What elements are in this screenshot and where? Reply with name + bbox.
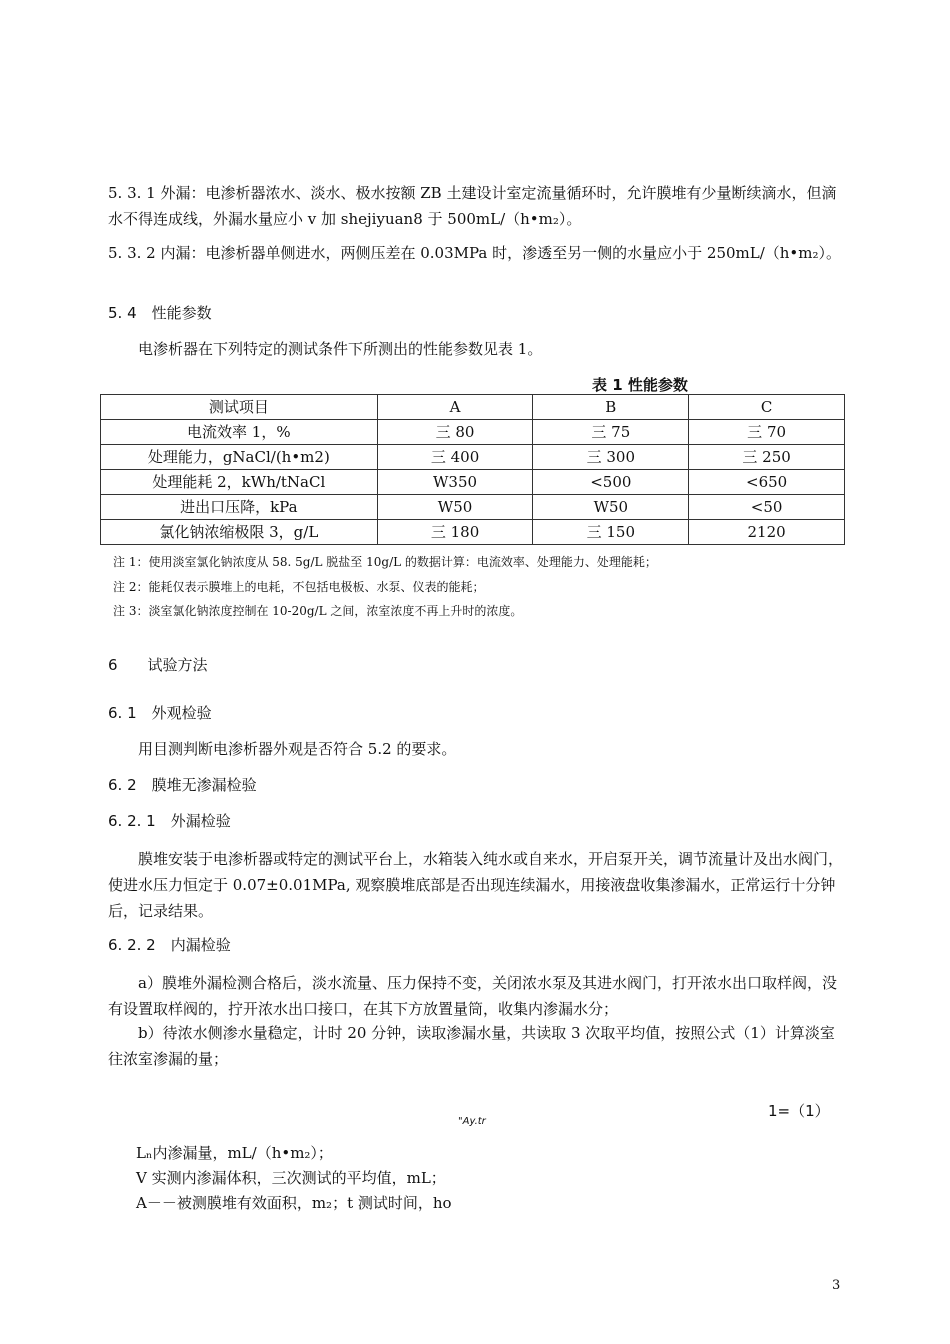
formula-expression: "Ay.tr [458, 1116, 486, 1127]
table-cell: 2120 [689, 520, 845, 545]
table-cell: <500 [533, 470, 689, 495]
section-6-2-2-title: 6. 2. 2 内漏检验 [108, 936, 231, 954]
formula-number: 1=（1） [768, 1102, 830, 1120]
table-note-3: 注 3：淡室氯化钠浓度控制在 10-20g/L 之间，浓室浓度不再上升时的浓度。 [113, 604, 523, 618]
header-cell: A [377, 395, 533, 420]
table-note-2: 注 2：能耗仅表示膜堆上的电耗，不包括电极板、水泵、仪表的能耗； [113, 580, 485, 594]
header-cell: 测试项目 [101, 395, 378, 420]
section-5-3-1: 5. 3. 1 外漏：电渗析器浓水、淡水、极水按额 ZB 土建设计室定流量循环时，允许膜堆有少量断续滴水，但滴水不得连成线，外漏水量应小 v 加 shejiyuan8 于 500mL/（h•m₂）。 [108, 184, 837, 228]
definition-a-t: A－－被测膜堆有效面积，m₂；t 测试时间，hο [136, 1194, 452, 1212]
table-row [101, 470, 845, 495]
table-cell: 三 400 [377, 445, 533, 470]
table-row [101, 495, 845, 520]
table-row [101, 445, 845, 470]
table-cell: 三 180 [377, 520, 533, 545]
table-note-1: 注 1：使用淡室氯化钠浓度从 58. 5g/L 脱盐至 10g/L 的数据计算：电流效率、处理能力、处理能耗； [113, 555, 657, 569]
table-cell: W50 [533, 495, 689, 520]
table-cell: 三 300 [533, 445, 689, 470]
table-row [101, 520, 845, 545]
section-6-1-title: 6. 1 外观检验 [108, 704, 212, 722]
section-6-title: 6 试验方法 [108, 656, 208, 674]
section-6-2-1-text: 膜堆安装于电渗析器或特定的测试平台上，水箱装入纯水或自来水，开启泵开关，调节流量计及出水阀门，使进水压力恒定于 0.07±0.01MPa, 观察膜堆底部是否出现连续漏水，用接液盘收集渗漏水，正常运行十分钟后，记录结果。 [108, 850, 844, 920]
table-cell: 处理能耗 2，kWh/tNaCl [101, 470, 378, 495]
section-6-2-1-title: 6. 2. 1 外漏检验 [108, 812, 231, 830]
section-6-2-title: 6. 2 膜堆无渗漏检验 [108, 776, 257, 794]
definition-ln: Lₙ内渗漏量，mL/（h•m₂）； [136, 1144, 333, 1162]
section-5-4-text: 电渗析器在下列特定的测试条件下所测出的性能参数见表 1。 [138, 340, 543, 358]
table-cell: 氯化钠浓缩极限 3，g/L [101, 520, 378, 545]
section-5-4-title: 5. 4 性能参数 [108, 304, 212, 322]
section-5-3-2: 5. 3. 2 内漏：电渗析器单侧进水，两侧压差在 0.03MPa 时，渗透至另一侧的水量应小于 250mL/（h•m₂）。 [108, 244, 842, 262]
table-cell: 三 70 [689, 420, 845, 445]
section-6-1-text: 用目测判断电渗析器外观是否符合 5.2 的要求。 [138, 740, 457, 758]
table-cell: W50 [377, 495, 533, 520]
table-cell: 处理能力，gNaCl/(h•m2) [101, 445, 378, 470]
table-cell: <650 [689, 470, 845, 495]
table-cell: 电流效率 1，% [101, 420, 378, 445]
table-cell: 三 80 [377, 420, 533, 445]
table-cell: W350 [377, 470, 533, 495]
table-title: 表 1 性能参数 [592, 376, 688, 394]
table-cell: 三 250 [689, 445, 845, 470]
header-cell: C [689, 395, 845, 420]
performance-table [100, 394, 845, 545]
table-row [101, 420, 845, 445]
definition-v: V 实测内渗漏体积，三次测试的平均值，mL； [136, 1169, 446, 1187]
section-6-2-2-b: b）待浓水侧渗水量稳定，计时 20 分钟，读取渗漏水量，共读取 3 次取平均值，按照公式（1）计算淡室往浓室渗漏的量； [108, 1024, 835, 1068]
table-cell: 三 75 [533, 420, 689, 445]
section-6-2-2-a: a）膜堆外漏检测合格后，淡水流量、压力保持不变，关闭浓水泵及其进水阀门，打开浓水出口取样阀，没有设置取样阀的，拧开浓水出口接口，在其下方放置量筒，收集内渗漏水分； [108, 974, 837, 1018]
table-cell: 进出口压降，kPa [101, 495, 378, 520]
table-cell: <50 [689, 495, 845, 520]
page-number: 3 [832, 1278, 841, 1293]
table-header-row [101, 395, 845, 420]
header-cell: B [533, 395, 689, 420]
table-cell: 三 150 [533, 520, 689, 545]
